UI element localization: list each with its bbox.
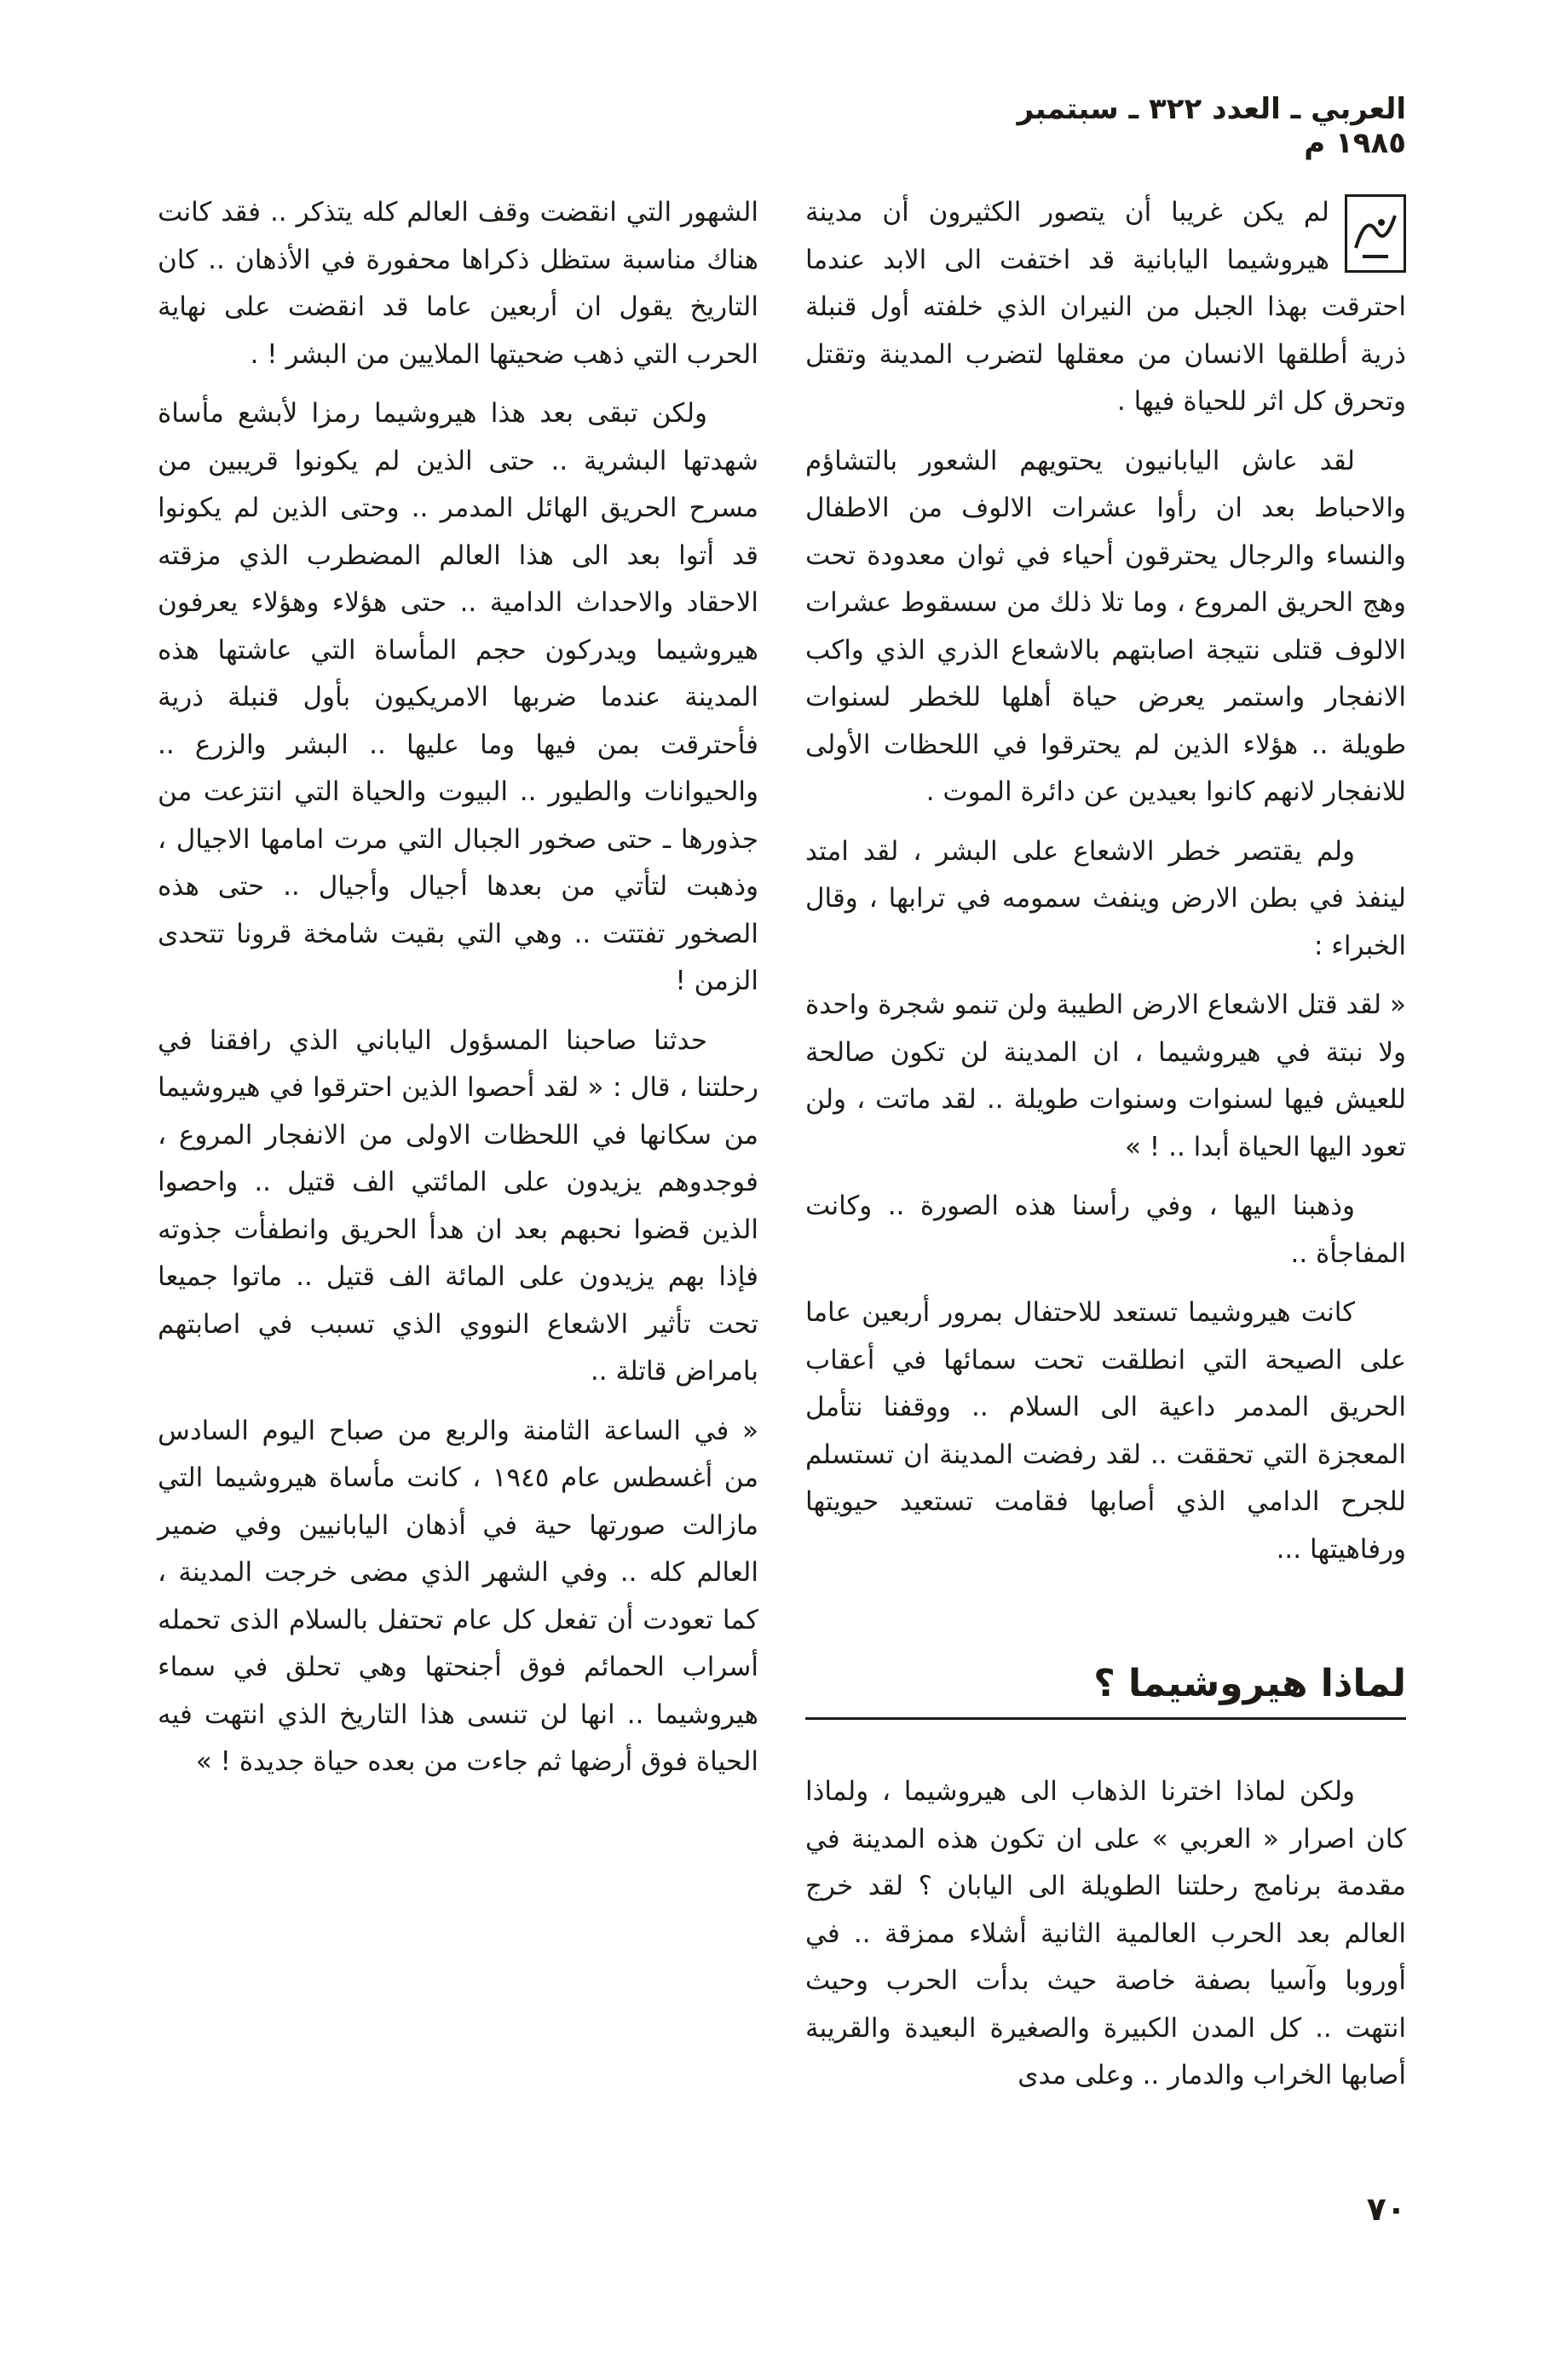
paragraph: لم يكن غريبا أن يتصور الكثيرون أن مدينة هيروشيما اليابانية قد اختفت الى الابد عندما احترقت بهذا الجبل من النيران الذي خلفته أول قنبلة ذرية أطلقها الانسان من معقلها لتضرب المدينة وتقتل وتحرق كل اثر للحياة فيها . bbox=[805, 197, 1406, 417]
paragraph: كانت هيروشيما تستعد للاحتفال بمرور أربعين عاما على الصيحة التي انطلقت تحت سمائها في أعقاب الحريق المدمر داعية الى السلام .. ووقفنا نتأمل المعجزة التي تحققت .. لقد رفضت المدينة ان تستسلم للجرح الدامي الذي أصابها فقامت تستعيد حيويتها ورفاهيتها ... bbox=[805, 1297, 1406, 1565]
article-column-right bbox=[805, 189, 1406, 1585]
section-logo bbox=[1345, 194, 1406, 273]
quote-paragraph: « لقد قتل الاشعاع الارض الطيبة ولن تنمو شجرة واحدة ولا نبتة في هيروشيما ، ان المدينة لن تكون صالحة للعيش فيها لسنوات وسنوات طويلة .. لقد ماتت ، ولن تعود اليها الحياة أبدا .. ! » bbox=[805, 989, 1406, 1162]
article-column-left bbox=[158, 189, 758, 1798]
paragraph: حدثنا صاحبنا المسؤول الياباني الذي رافقنا في رحلتنا ، قال : « لقد أحصوا الذين احترقوا في هيروشيما من سكانها في اللحظات الاولى من الانفجار المروع ، فوجدوهم يزيدون على المائتي الف قتيل .. واحصوا الذين قضوا نحبهم بعد ان هدأ الحريق وانطفأت جذوته فإذا بهم يزيدون على المائة الف قتيل .. ماتوا جميعا تحت تأثير الاشعاع النووي الذي تسبب في اصابتهم بامراض قاتلة .. bbox=[158, 1024, 758, 1387]
paragraph: الشهور التي انقضت وقف العالم كله يتذكر .. فقد كانت هناك مناسبة ستظل ذكراها محفورة في الأذهان .. كان التاريخ يقول ان أربعين عاما قد انقضت على نهاية الحرب التي ذهب ضحيتها الملايين من البشر ! . bbox=[158, 197, 758, 370]
paragraph: ولم يقتصر خطر الاشعاع على البشر ، لقد امتد لينفذ في بطن الارض وينفث سمومه في ترابها ، وقال الخبراء : bbox=[805, 835, 1406, 961]
logo-mark-icon bbox=[1347, 197, 1404, 270]
article-column-right-lower bbox=[805, 1768, 1406, 2112]
paragraph: ولكن تبقى بعد هذا هيروشيما رمزا لأبشع مأساة شهدتها البشرية .. حتى الذين لم يكونوا قريبين من مسرح الحريق الهائل المدمر .. وحتى الذين لم يكونوا قد أتوا بعد الى هذا العالم المضطرب الذي مزقته الاحقاد والاحداث الدامية .. حتى هؤلاء وهؤلاء يعرفون هيروشيما ويدركون حجم المأساة التي عاشتها هذه المدينة عندما ضربها الامريكيون بأول قنبلة ذرية فأحترقت بمن فيها وما عليها .. البشر والزرع .. والحيوانات والطيور .. البيوت والحياة التي انتزعت من جذورها ـ حتى صخور الجبال التي مرت امامها الاجيال ، وذهبت لتأتي من بعدها أجيال وأجيال .. حتى هذه الصخور تفتتت .. وهي التي بقيت شامخة قرونا تتحدى الزمن ! bbox=[158, 398, 758, 996]
section-heading: لماذا هيروشيما ؟ bbox=[805, 1662, 1406, 1720]
page-number: ٧٠ bbox=[1366, 2190, 1406, 2228]
paragraph: لقد عاش اليابانيون يحتويهم الشعور بالتشاؤم والاحباط بعد ان رأوا عشرات الالوف من الاطفال والنساء والرجال يحترقون أحياء في ثوان معدودة تحت وهج الحريق المروع ، وما تلا ذلك من سسقوط عشرات الالوف قتلى نتيجة اصابتهم بالاشعاع الذري الذي واكب الانفجار واستمر يعرض حياة أهلها للخطر لسنوات طويلة .. هؤلاء الذين لم يحترقوا في اللحظات الأولى للانفجار لانهم كانوا بعيدين عن دائرة الموت . bbox=[805, 445, 1406, 807]
quote-paragraph: « في الساعة الثامنة والربع من صباح اليوم السادس من أغسطس عام ١٩٤٥ ، كانت مأساة هيروشيما التي مازالت صورتها حية في أذهان اليابانيين وفي ضمير العالم كله .. وفي الشهر الذي مضى خرجت المدينة ، كما تعودت أن تفعل كل عام تحتفل بالسلام الذى تحمله أسراب الحمائم فوق أجنحتها وهي تحلق في سماء هيروشيما .. انها لن تنسى هذا التاريخ الذي انتهت فيه الحياة فوق أرضها ثم جاءت من بعده حياة جديدة ! » bbox=[158, 1415, 758, 1777]
running-header: العربي ـ العدد ٣٢٢ ـ سبتمبر ١٩٨٥ م bbox=[1017, 92, 1406, 160]
paragraph: وذهبنا اليها ، وفي رأسنا هذه الصورة .. وكانت المفاجأة .. bbox=[805, 1191, 1406, 1269]
paragraph: ولكن لماذا اخترنا الذهاب الى هيروشيما ، ولماذا كان اصرار « العربي » على ان تكون هذه المدينة في مقدمة برنامج رحلتنا الطويلة الى اليابان ؟ لقد خرج العالم بعد الحرب العالمية الثانية أشلاء ممزقة .. في أوروبا وآسيا بصفة خاصة حيث بدأت الحرب وحيث انتهت .. كل المدن الكبيرة والصغيرة البعيدة والقريبة أصابها الخراب والدمار .. وعلى مدى bbox=[805, 1776, 1406, 2091]
